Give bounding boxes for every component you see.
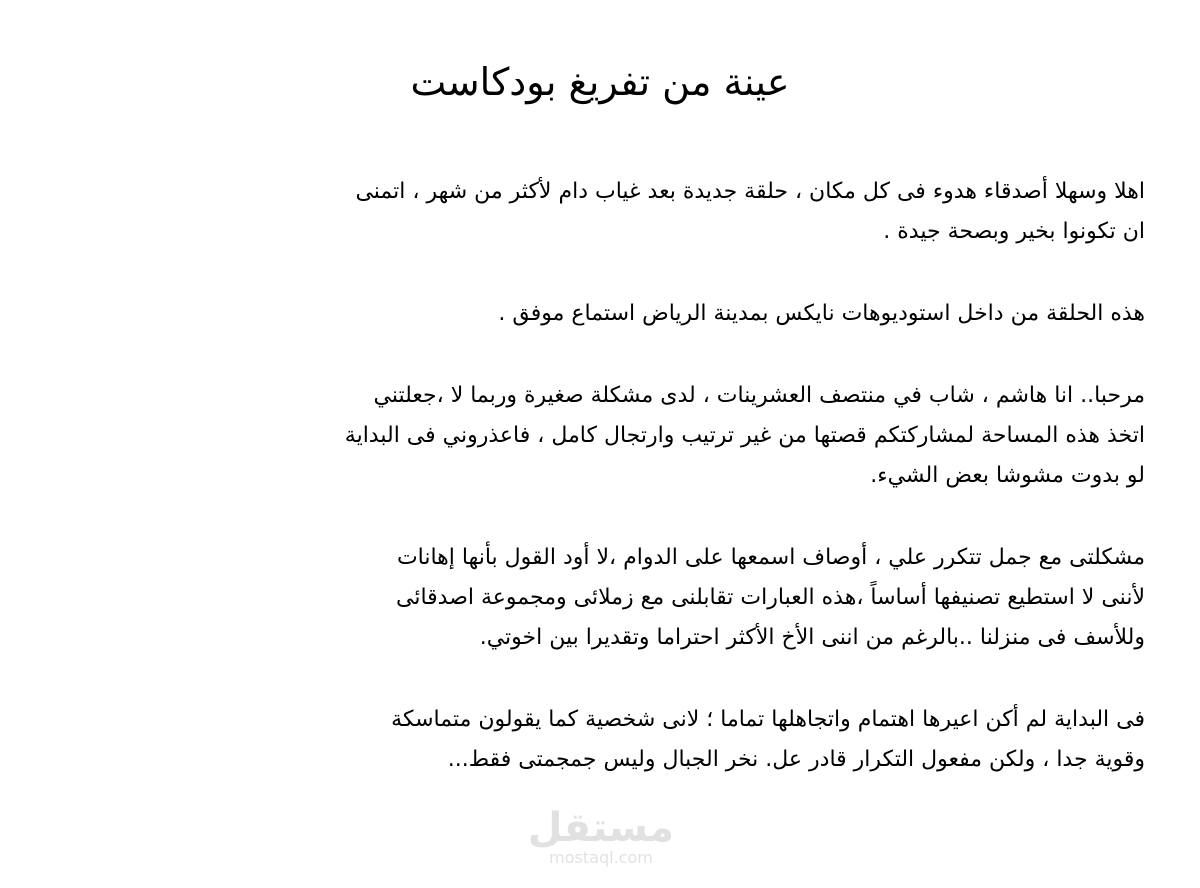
paragraph-problem <box>145 538 1145 658</box>
text-line: وقوية جدا ، ولكن مفعول التكرار قادر عل. نخر الجبال وليس جمجمتى فقط... <box>447 747 1145 772</box>
text-line: اهلا وسهلا أصدقاء هدوء فى كل مكان ، حلقة جديدة بعد غياب دام لأكثر من شهر ، اتمنى <box>355 179 1145 204</box>
text-line: وللأسف فى منزلنا ..بالرغم من اننى الأخ الأكثر احتراما وتقديرا بين اخوتي. <box>479 625 1145 650</box>
watermark-url: mostaql.com <box>549 848 653 867</box>
paragraph-introduction <box>145 376 1145 496</box>
text-line: مشكلتى مع جمل تتكرر علي ، أوصاف اسمعها على الدوام ،لا أود القول بأنها إهانات <box>396 545 1145 570</box>
text-line: اتخذ هذه المساحة لمشاركتكم قصتها من غير ترتيب وارتجال كامل ، فاعذروني فى البداية <box>344 423 1145 448</box>
document-body <box>145 172 1145 822</box>
text-line: لأننى لا استطيع تصنيفها أساساً ،هذه العبارات تقابلنى مع زملائى ومجموعة اصدقائى <box>396 585 1145 610</box>
text-line: مرحبا.. انا هاشم ، شاب في منتصف العشرينات ، لدى مشكلة صغيرة وربما لا ،جعلتني <box>373 383 1145 408</box>
text-line: لو بدوت مشوشا بعض الشيء. <box>870 463 1145 488</box>
watermark-logo: مستقل <box>527 805 674 851</box>
text-line: ان تكونوا بخير وبصحة جيدة . <box>883 219 1145 244</box>
paragraph-studio <box>145 294 1145 334</box>
text-line: هذه الحلقة من داخل استوديوهات نايكس بمدينة الرياض استماع موفق . <box>498 301 1145 326</box>
paragraph-beginning <box>145 700 1145 780</box>
paragraph-greeting <box>145 172 1145 252</box>
document-title: عينة من تفريغ بودكاست <box>410 60 790 104</box>
text-line: فى البداية لم أكن اعيرها اهتمام واتجاهلها تماما ؛ لانى شخصية كما يقولون متماسكة <box>391 707 1145 732</box>
